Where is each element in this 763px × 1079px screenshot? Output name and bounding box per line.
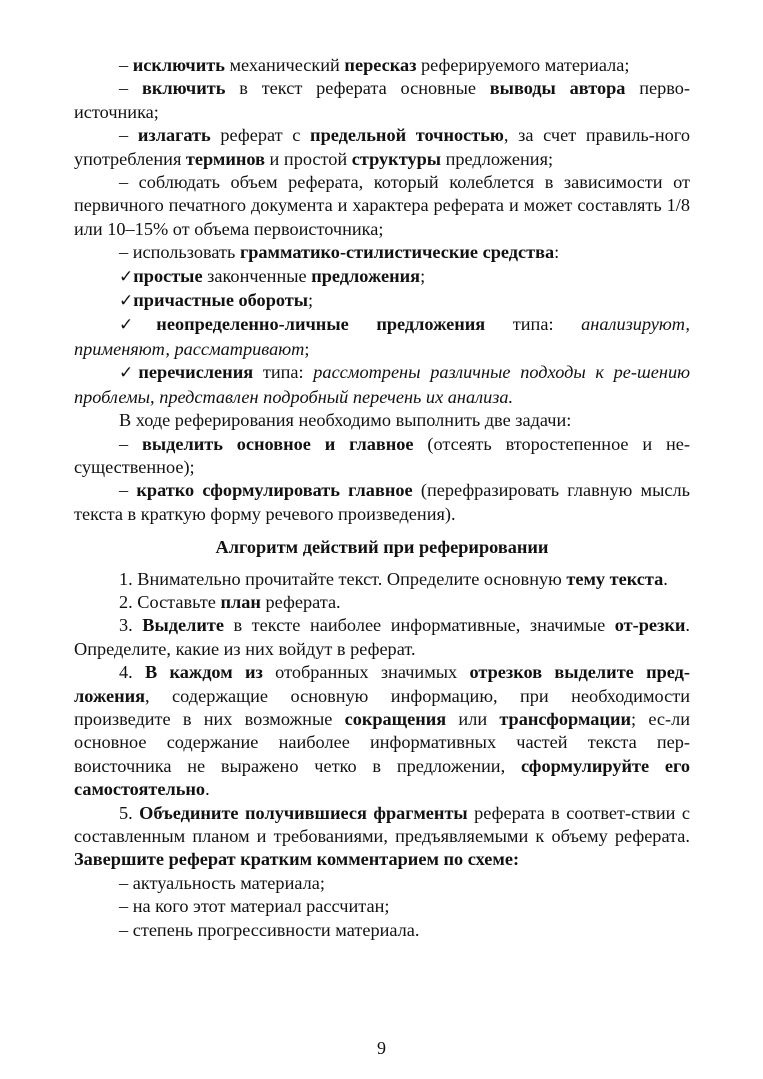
rule-stylistic-means: – использовать грамматико-стилистические средства:	[119, 242, 560, 263]
rule-volume: – соблюдать объем реферата, который колеблется в зависимости от первичного печатного документа и характера реферата и может составлять 1/8 или 10–15% от объема первоисточника;	[74, 172, 690, 239]
rule-exclude: – исключить механический пересказ реферируемого материала;	[119, 55, 630, 75]
page-number: 9	[377, 1038, 386, 1058]
algorithm-step-5: 5. Объедините получившиеся фрагменты реферата в соответ-ствии с составленным планом и требованиями, предъявляемыми к объему реферата. Завершите реферат кратким комментарием по схеме:	[74, 802, 690, 870]
algorithm-step-3: 3. Выделите в тексте наиболее информативные, значимые от-резки. Определите, какие из них войдут в реферат.	[74, 615, 690, 659]
task-select-main: – выделить основное и главное (отсеять второстепенное и не-существенное);	[74, 433, 690, 477]
scheme-item-progressiveness: – степень прогрессивности материала.	[119, 919, 420, 940]
check-item-enumerations: ✓перечисления типа: рассмотрены различные подходы к ре-шению проблемы, представлен подробный перечень их анализа.	[74, 362, 691, 407]
algorithm-step-4: 4. В каждом из отобранных значимых отрезков выделите пред-ложения, содержащие основную информацию, при необходимости произведите в них возможные сокращения или трансформации; ес-ли основное содержание наиболее информативных частей текста пер-воисточника не выражено четко в предложении, сформулируйте его самостоятельно.	[74, 662, 691, 800]
checkmark-icon: ✓	[119, 315, 157, 336]
checkmark-icon: ✓	[119, 363, 139, 384]
check-item-indefinite-personal: ✓неопределенно-личные предложения типа: анализируют, применяют, рассматривают;	[74, 314, 691, 359]
rule-include: – включить в текст реферата основные выводы автора перво-источника;	[74, 78, 691, 122]
algorithm-step-1: 1. Внимательно прочитайте текст. Определите основную тему текста.	[119, 568, 668, 589]
checkmark-icon: ✓	[119, 291, 134, 312]
algorithm-heading: Алгоритм действий при реферировании	[215, 537, 549, 558]
document-page	[74, 54, 690, 942]
check-item-participial: ✓причастные обороты;	[119, 290, 314, 312]
check-item-simple-sentences: ✓простые законченные предложения;	[119, 265, 426, 287]
scheme-item-relevance: – актуальность материала;	[119, 872, 325, 893]
task-formulate-main: – кратко сформулировать главное (перефразировать главную мысль текста в краткую форму речевого произведения).	[74, 480, 690, 524]
rule-precision: – излагать реферат с предельной точностью, за счет правиль-ного употребления терминов и простой структуры предложения;	[74, 125, 690, 169]
tasks-intro: В ходе реферирования необходимо выполнить две задачи:	[119, 410, 572, 431]
checkmark-icon: ✓	[119, 266, 134, 287]
scheme-item-audience: – на кого этот материал рассчитан;	[119, 896, 390, 917]
algorithm-step-2: 2. Составьте план реферата.	[119, 591, 341, 612]
